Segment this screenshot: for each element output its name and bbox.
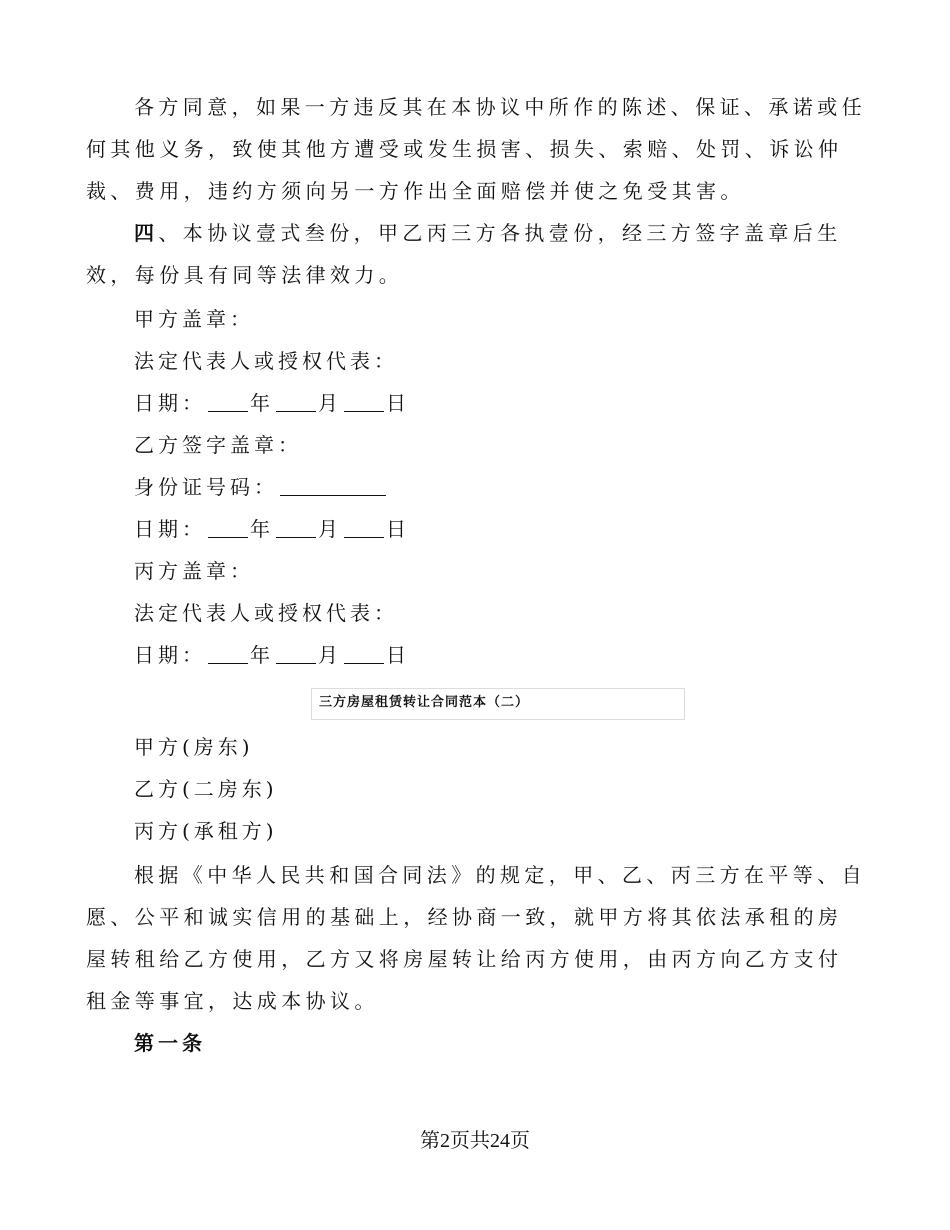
party-a-seal-label: 甲方盖章： [134,307,254,331]
day-blank [344,391,384,412]
party-c-tenant: 丙方(承租方) [134,819,278,843]
page-number-footer: 第2页共24页 [420,1130,530,1152]
month-blank [276,643,316,664]
day-label: 日 [386,391,410,415]
year-blank [208,643,248,664]
clause-breach-paragraph: 各方同意，如果一方违反其在本协议中所作的陈述、保证、承诺或任何其他义务，致使其他方遭受或发生损害、损失、索赔、处罚、诉讼仲裁、费用，违约方须向另一方作出全面赔偿并使之免受其害。 [86,95,866,203]
year-label: 年 [250,517,274,541]
date-label: 日期： [134,643,206,667]
month-blank [276,391,316,412]
id-number-blank [280,475,386,496]
month-blank [276,517,316,538]
article-one-heading: 第一条 [134,1031,206,1055]
section-title-box [311,688,685,720]
party-b-id-line [134,466,388,508]
party-c-representative-label: 法定代表人或授权代表： [134,601,398,625]
year-label: 年 [250,643,274,667]
preamble-paragraph: 根据《中华人民共和国合同法》的规定，甲、乙、丙三方在平等、自愿、公平和诚实信用的基础上，经协商一致，就甲方将其依法承租的房屋转租给乙方使用，乙方又将房屋转让给丙方使用，由丙方向乙方支付租金等事宜，达成本协议。 [86,863,866,1013]
party-c-date-line [134,634,410,676]
id-number-label: 身份证号码： [134,475,278,499]
year-label: 年 [250,391,274,415]
party-c-seal-label: 丙方盖章： [134,559,254,583]
day-label: 日 [386,517,410,541]
year-blank [208,391,248,412]
party-a-representative-label: 法定代表人或授权代表： [134,349,398,373]
date-label: 日期： [134,517,206,541]
party-b-seal-label: 乙方签字盖章： [134,433,302,457]
year-blank [208,517,248,538]
clause-four-number: 四 [134,221,159,245]
clause-four-paragraph [86,212,866,296]
party-b-sublandlord: 乙方(二房东) [134,777,278,801]
section-title: 三方房屋租赁转让合同范本（二） [318,695,529,710]
party-b-date-line [134,508,410,550]
party-a-landlord: 甲方(房东) [134,735,254,759]
date-label: 日期： [134,391,206,415]
day-label: 日 [386,643,410,667]
clause-four-text: 、本协议壹式叁份，甲乙丙三方各执壹份，经三方签字盖章后生效，每份具有同等法律效力。 [86,221,842,287]
month-label: 月 [318,517,342,541]
day-blank [344,517,384,538]
party-a-date-line [134,382,410,424]
day-blank [344,643,384,664]
month-label: 月 [318,391,342,415]
month-label: 月 [318,643,342,667]
